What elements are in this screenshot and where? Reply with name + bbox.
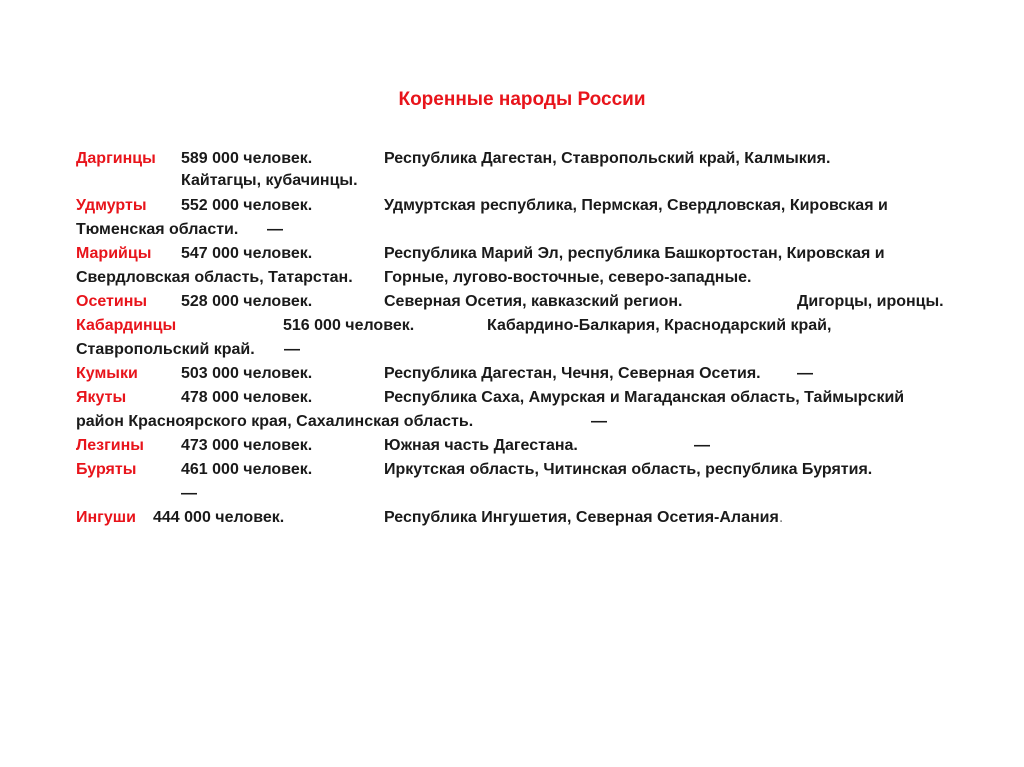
row-regions: Удмуртская республика, Пермская, Свердловская, Кировская и [384, 197, 888, 214]
row-population: 461 000 человек. [181, 461, 313, 478]
slide-title: Коренные народы России [398, 89, 646, 110]
row-regions-text: Республика Ингушетия, Северная Осетия-Алания [384, 509, 779, 526]
row-subgroups: — [284, 341, 300, 358]
row-subgroups: — [797, 365, 813, 382]
row-name: Марийцы [76, 245, 152, 262]
row-continuation: Свердловская область, Татарстан. [76, 269, 353, 286]
row-name: Даргинцы [76, 150, 156, 167]
row-population: 528 000 человек. [181, 293, 313, 310]
row-name: Лезгины [76, 437, 144, 454]
row-name: Кумыки [76, 365, 138, 382]
row-subgroups: Дигорцы, иронцы. [797, 293, 944, 310]
row-regions: Кабардино-Балкария, Краснодарский край, [487, 317, 832, 334]
row-population: 547 000 человек. [181, 245, 313, 262]
trailing-dot: . [778, 509, 784, 526]
row-regions [384, 507, 783, 529]
row-regions: Республика Дагестан, Чечня, Северная Осетия. [384, 365, 761, 382]
row-regions: Республика Дагестан, Ставропольский край, Калмыкия. [384, 150, 831, 167]
row-name: Якуты [76, 389, 127, 406]
row-subgroups: Горные, лугово-восточные, северо-западные. [384, 269, 752, 286]
row-population: 503 000 человек. [181, 365, 313, 382]
row-subgroups: — [267, 221, 283, 238]
row-continuation: Кайтагцы, кубачинцы. [181, 172, 358, 189]
row-regions: Северная Осетия, кавказский регион. [384, 293, 683, 310]
row-name: Буряты [76, 461, 137, 478]
row-population: 444 000 человек. [153, 509, 285, 526]
row-continuation: Тюменская области. [76, 221, 239, 238]
row-regions: Республика Марий Эл, республика Башкортостан, Кировская и [384, 245, 885, 262]
row-population: 589 000 человек. [181, 150, 313, 167]
row-name: Удмурты [76, 197, 147, 214]
row-population: 552 000 человек. [181, 197, 313, 214]
row-subgroups: — [591, 413, 607, 430]
row-subgroups: — [694, 437, 710, 454]
row-population: 516 000 человек. [283, 317, 415, 334]
row-regions: Иркутская область, Читинская область, республика Бурятия. [384, 461, 873, 478]
row-subgroups: — [181, 485, 197, 502]
row-regions: Республика Саха, Амурская и Магаданская область, Таймырский [384, 389, 905, 406]
row-regions: Южная часть Дагестана. [384, 437, 578, 454]
row-population: 473 000 человек. [181, 437, 313, 454]
row-name: Осетины [76, 293, 148, 310]
row-continuation: район Красноярского края, Сахалинская область. [76, 413, 474, 430]
row-name: Ингуши [76, 509, 136, 526]
row-continuation: Ставропольский край. [76, 341, 255, 358]
row-population: 478 000 человек. [181, 389, 313, 406]
row-name: Кабардинцы [76, 317, 177, 334]
